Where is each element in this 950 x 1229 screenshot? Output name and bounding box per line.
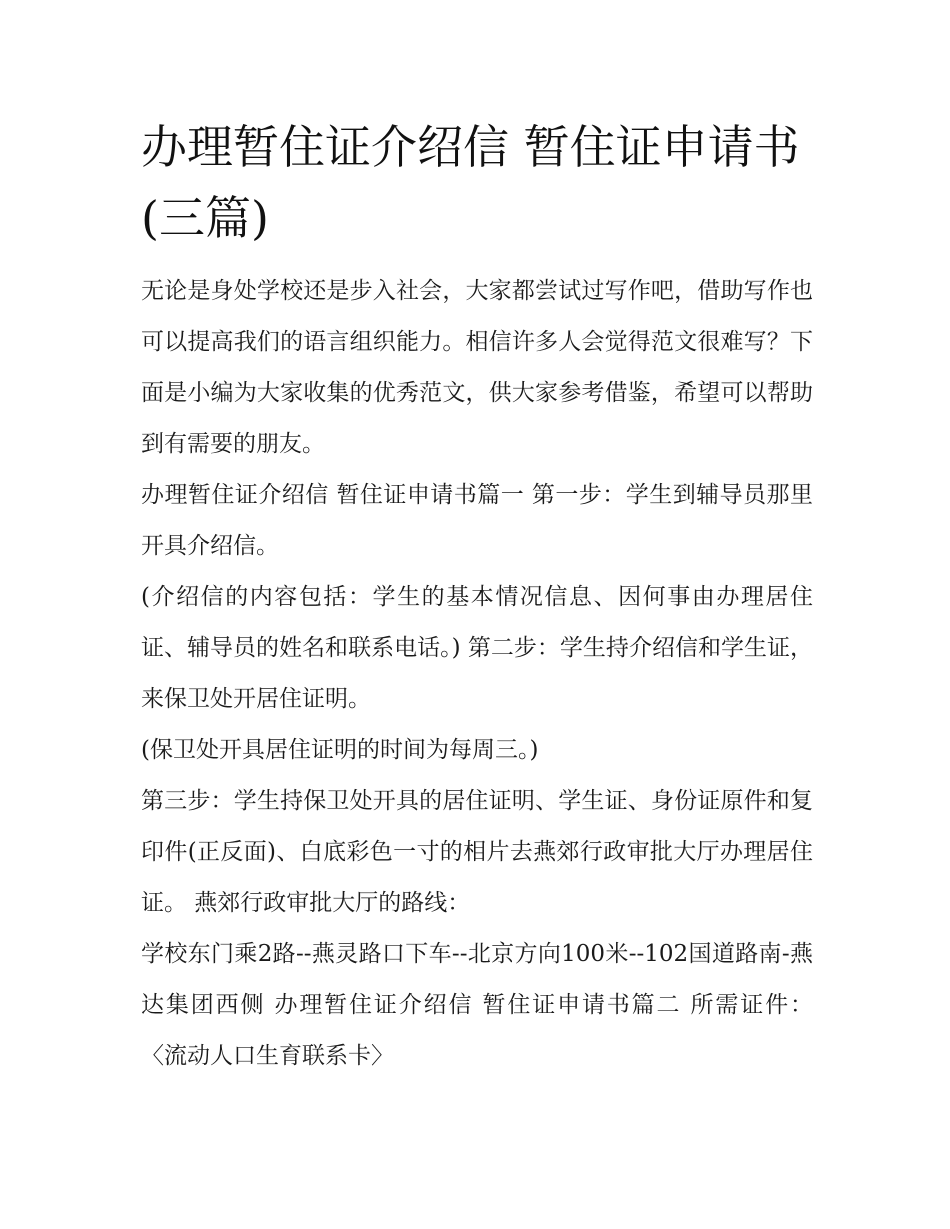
paragraph-step-three: 第三步：学生持保卫处开具的居住证明、学生证、身份证原件和复印件(正反面)、白底彩色一寸的相片去燕郊行政审批大厅办理居住证。 燕郊行政审批大厅的路线： xyxy=(141,788,813,916)
paragraph-route: 学校东门乘2路--燕灵路口下车--北京方向100米--102国道路南-燕达集团西侧 办理暂住证介绍信 暂住证申请书篇二 所需证件： 〈流动人口生育联系卡〉 xyxy=(141,941,813,1069)
paragraph-intro: 无论是身处学校还是步入社会，大家都尝试过写作吧，借助写作也可以提高我们的语言组织能力。相信许多人会觉得范文很难写？下面是小编为大家收集的优秀范文，供大家参考借鉴，希望可以帮助到有需要的朋友。 xyxy=(141,278,813,457)
document-page xyxy=(141,112,813,1082)
document-title: 办理暂住证介绍信 暂住证申请书(三篇) xyxy=(141,120,800,245)
paragraph-office-hours: (保卫处开具居住证明的时间为每周三。) xyxy=(141,737,539,763)
paragraph-step-two: (介绍信的内容包括：学生的基本情况信息、因何事由办理居住证、辅导员的姓名和联系电话。) 第二步：学生持介绍信和学生证，来保卫处开居住证明。 xyxy=(141,584,813,712)
paragraph-step-one: 办理暂住证介绍信 暂住证申请书篇一 第一步：学生到辅导员那里开具介绍信。 xyxy=(141,482,813,559)
